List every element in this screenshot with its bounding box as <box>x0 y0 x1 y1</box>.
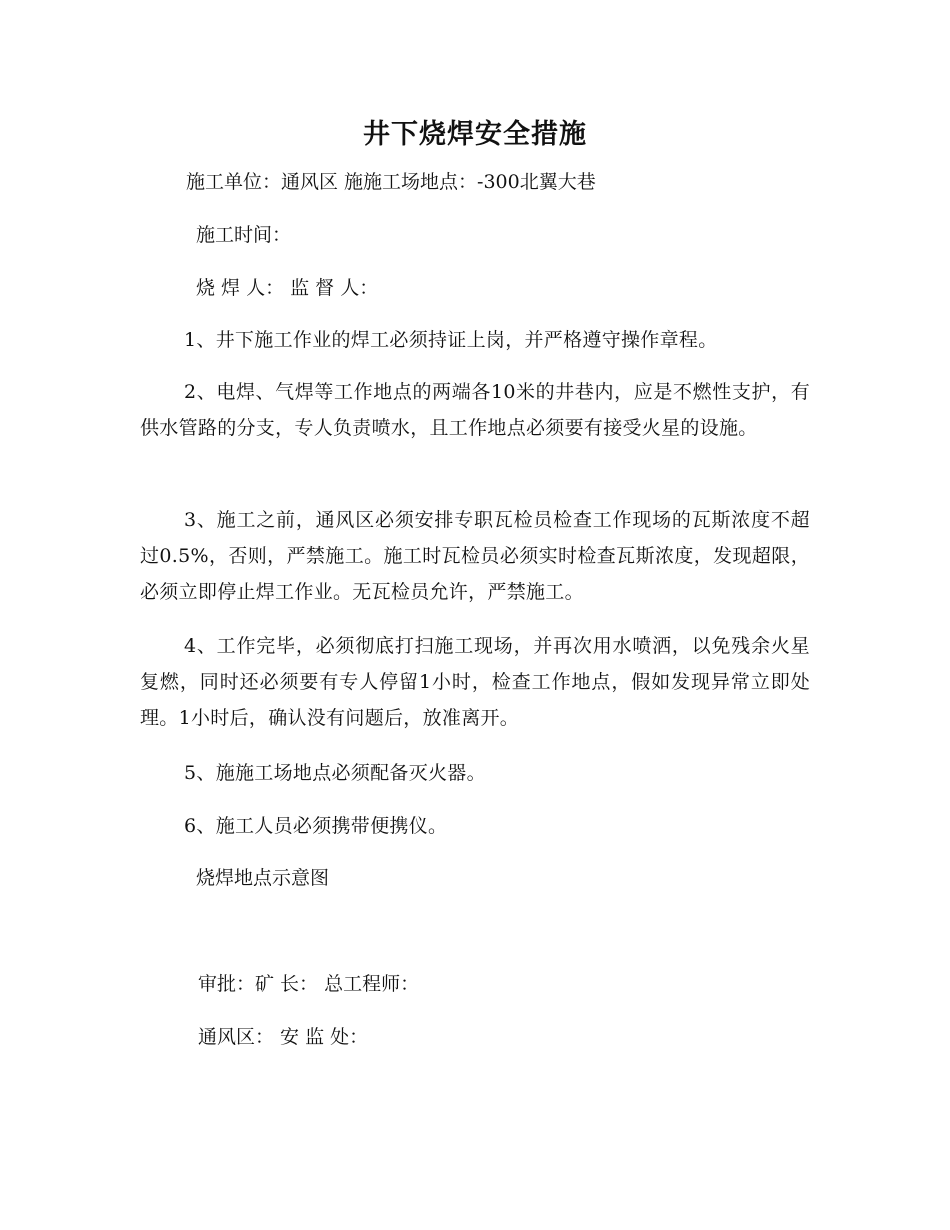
diagram-label: 烧焊地点示意图 <box>196 867 330 889</box>
measure-item-6: 6、施工人员必须携带便携仪。 <box>184 815 448 837</box>
department-signature-line: 通风区： 安 监 处： <box>198 1026 369 1048</box>
measure-item-5: 5、施施工场地点必须配备灭火器。 <box>184 762 486 784</box>
construction-time-line: 施工时间： <box>196 224 292 246</box>
approval-signature-line: 审批：矿 长： 总工程师： <box>198 973 420 995</box>
measure-item-1: 1、井下施工作业的焊工必须持证上岗，并严格遵守操作章程。 <box>184 329 718 351</box>
measure-item-3: 3、施工之前，通风区必须安排专职瓦检员检查工作现场的瓦斯浓度不超过0.5%，否则，严禁施工。施工时瓦检员必须实时检查瓦斯浓度，发现超限，必须立即停止焊工作业。无瓦检员允许，严禁施工。 <box>140 509 810 603</box>
unit-location-line: 施工单位：通风区 施施工场地点：-300北翼大巷 <box>186 171 596 193</box>
measure-item-2: 2、电焊、气焊等工作地点的两端各10米的井巷内，应是不燃性支护，有供水管路的分支，专人负责喷水，且工作地点必须要有接受火星的设施。 <box>140 381 810 439</box>
welder-supervisor-line: 烧 焊 人： 监 督 人： <box>196 277 379 299</box>
measure-item-4: 4、工作完毕，必须彻底打扫施工现场，并再次用水喷洒，以免残余火星复燃，同时还必须要有专人停留1小时，检查工作地点，假如发现异常立即处理。1小时后，确认没有问题后，放准离开。 <box>140 635 810 729</box>
document-title: 井下烧焊安全措施 <box>363 119 587 150</box>
